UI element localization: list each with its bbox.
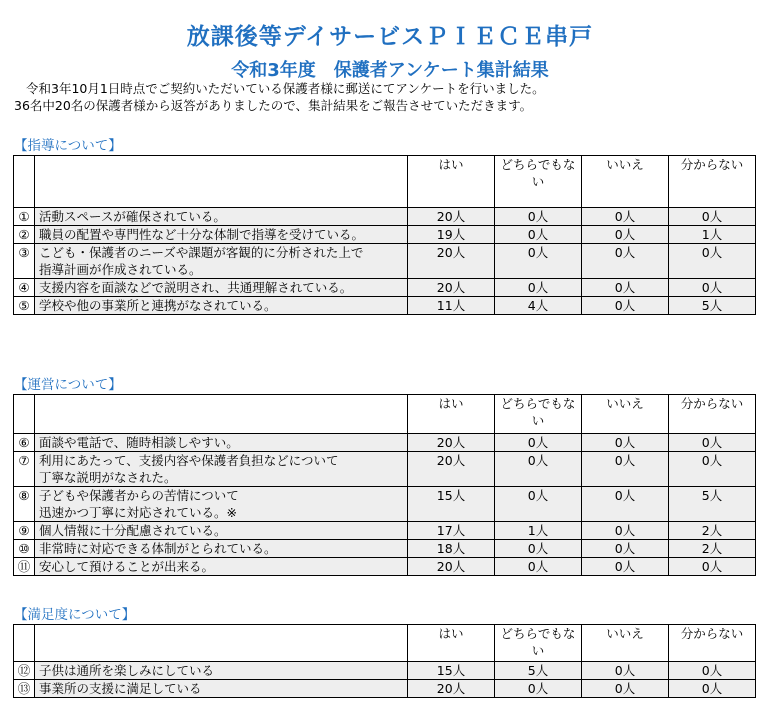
table-header-row: [14, 625, 756, 662]
page-title: 放課後等デイサービスＰＩＥＣＥ串戸: [186, 24, 594, 50]
value-unknown: 0人: [669, 208, 756, 226]
row-number: ③: [14, 244, 35, 279]
value-no: 0人: [582, 226, 669, 244]
row-number: ⑦: [14, 452, 35, 487]
value-yes: 15人: [408, 662, 495, 680]
row-number: ⑤: [14, 297, 35, 315]
value-yes: 20人: [408, 434, 495, 452]
section-label-operation: 【運営について】: [14, 377, 122, 393]
table-row: [14, 244, 756, 279]
table-row: [14, 558, 756, 576]
value-unknown: 0人: [669, 279, 756, 297]
intro-line-1: 令和3年10月1日時点でご契約いただいている保護者様に郵送にてアンケートを行いました。: [26, 81, 545, 96]
table-row: [14, 540, 756, 558]
col-header-unknown: 分からない: [669, 395, 756, 434]
value-unknown: 1人: [669, 226, 756, 244]
value-no: 0人: [582, 662, 669, 680]
col-header-no: いいえ: [582, 156, 669, 208]
value-unknown: 0人: [669, 452, 756, 487]
value-unknown: 2人: [669, 540, 756, 558]
intro-line-2: 36名中20名の保護者様から返答がありましたので、集計結果をご報告させていただきます。: [14, 98, 533, 113]
value-neither: 0人: [495, 487, 582, 522]
value-unknown: 0人: [669, 680, 756, 698]
value-neither: 5人: [495, 662, 582, 680]
value-yes: 18人: [408, 540, 495, 558]
col-header-yes: はい: [408, 156, 495, 208]
row-question: 子どもや保護者からの苦情について 迅速かつ丁寧に対応されている。※: [35, 487, 408, 522]
value-no: 0人: [582, 680, 669, 698]
value-neither: 1人: [495, 522, 582, 540]
value-yes: 20人: [408, 279, 495, 297]
value-neither: 0人: [495, 558, 582, 576]
survey-table-satisfaction: [13, 624, 756, 698]
row-number: ⑧: [14, 487, 35, 522]
row-number: ⑫: [14, 662, 35, 680]
value-no: 0人: [582, 487, 669, 522]
header-blank-num: [14, 395, 35, 434]
value-yes: 11人: [408, 297, 495, 315]
row-question: こども・保護者のニーズや課題が客観的に分析された上で 指導計画が作成されている。: [35, 244, 408, 279]
table-row: [14, 279, 756, 297]
value-neither: 0人: [495, 226, 582, 244]
row-question: 事業所の支援に満足している: [35, 680, 408, 698]
table-row: [14, 662, 756, 680]
value-neither: 0人: [495, 244, 582, 279]
value-unknown: 5人: [669, 297, 756, 315]
value-no: 0人: [582, 558, 669, 576]
table-header-row: [14, 156, 756, 208]
table-row: [14, 297, 756, 315]
value-unknown: 0人: [669, 662, 756, 680]
row-question: 安心して預けることが出来る。: [35, 558, 408, 576]
col-header-unknown: 分からない: [669, 156, 756, 208]
page-subtitle: 令和3年度 保護者アンケート集計結果: [231, 60, 549, 81]
table-row: [14, 452, 756, 487]
header-blank-num: [14, 156, 35, 208]
row-number: ⑥: [14, 434, 35, 452]
survey-table-operation: [13, 394, 756, 576]
row-number: ④: [14, 279, 35, 297]
value-neither: 0人: [495, 540, 582, 558]
value-neither: 4人: [495, 297, 582, 315]
table-row: [14, 522, 756, 540]
section-label-guidance: 【指導について】: [14, 138, 122, 154]
table-row: [14, 226, 756, 244]
row-number: ⑨: [14, 522, 35, 540]
row-number: ⑩: [14, 540, 35, 558]
row-question: 職員の配置や専門性など十分な体制で指導を受けている。: [35, 226, 408, 244]
value-unknown: 2人: [669, 522, 756, 540]
header-blank-question: [35, 395, 408, 434]
table-header-row: [14, 395, 756, 434]
row-question: 利用にあたって、支援内容や保護者負担などについて 丁寧な説明がなされた。: [35, 452, 408, 487]
row-question: 支援内容を面談などで説明され、共通理解されている。: [35, 279, 408, 297]
value-neither: 0人: [495, 434, 582, 452]
row-question: 活動スペースが確保されている。: [35, 208, 408, 226]
value-unknown: 0人: [669, 558, 756, 576]
value-unknown: 5人: [669, 487, 756, 522]
value-neither: 0人: [495, 279, 582, 297]
row-number: ⑪: [14, 558, 35, 576]
value-no: 0人: [582, 297, 669, 315]
value-yes: 15人: [408, 487, 495, 522]
value-yes: 19人: [408, 226, 495, 244]
section-label-satisfaction: 【満足度について】: [14, 607, 136, 623]
value-yes: 20人: [408, 452, 495, 487]
value-neither: 0人: [495, 208, 582, 226]
col-header-neither: どちらでもない: [495, 156, 582, 208]
col-header-neither: どちらでもない: [495, 395, 582, 434]
survey-table-guidance: [13, 155, 756, 315]
value-yes: 17人: [408, 522, 495, 540]
value-yes: 20人: [408, 208, 495, 226]
table-row: [14, 434, 756, 452]
header-blank-question: [35, 156, 408, 208]
row-number: ①: [14, 208, 35, 226]
col-header-no: いいえ: [582, 395, 669, 434]
col-header-yes: はい: [408, 395, 495, 434]
col-header-yes: はい: [408, 625, 495, 662]
row-question: 面談や電話で、随時相談しやすい。: [35, 434, 408, 452]
value-no: 0人: [582, 244, 669, 279]
row-question: 学校や他の事業所と連携がなされている。: [35, 297, 408, 315]
col-header-unknown: 分からない: [669, 625, 756, 662]
value-yes: 20人: [408, 244, 495, 279]
row-question: 非常時に対応できる体制がとられている。: [35, 540, 408, 558]
value-neither: 0人: [495, 452, 582, 487]
value-neither: 0人: [495, 680, 582, 698]
row-number: ②: [14, 226, 35, 244]
table-row: [14, 487, 756, 522]
row-question: 子供は通所を楽しみにしている: [35, 662, 408, 680]
value-yes: 20人: [408, 680, 495, 698]
value-no: 0人: [582, 434, 669, 452]
value-unknown: 0人: [669, 434, 756, 452]
value-no: 0人: [582, 540, 669, 558]
header-blank-question: [35, 625, 408, 662]
col-header-neither: どちらでもない: [495, 625, 582, 662]
header-blank-num: [14, 625, 35, 662]
col-header-no: いいえ: [582, 625, 669, 662]
value-no: 0人: [582, 208, 669, 226]
value-unknown: 0人: [669, 244, 756, 279]
table-row: [14, 208, 756, 226]
row-number: ⑬: [14, 680, 35, 698]
row-question: 個人情報に十分配慮されている。: [35, 522, 408, 540]
value-yes: 20人: [408, 558, 495, 576]
value-no: 0人: [582, 452, 669, 487]
value-no: 0人: [582, 522, 669, 540]
table-row: [14, 680, 756, 698]
value-no: 0人: [582, 279, 669, 297]
